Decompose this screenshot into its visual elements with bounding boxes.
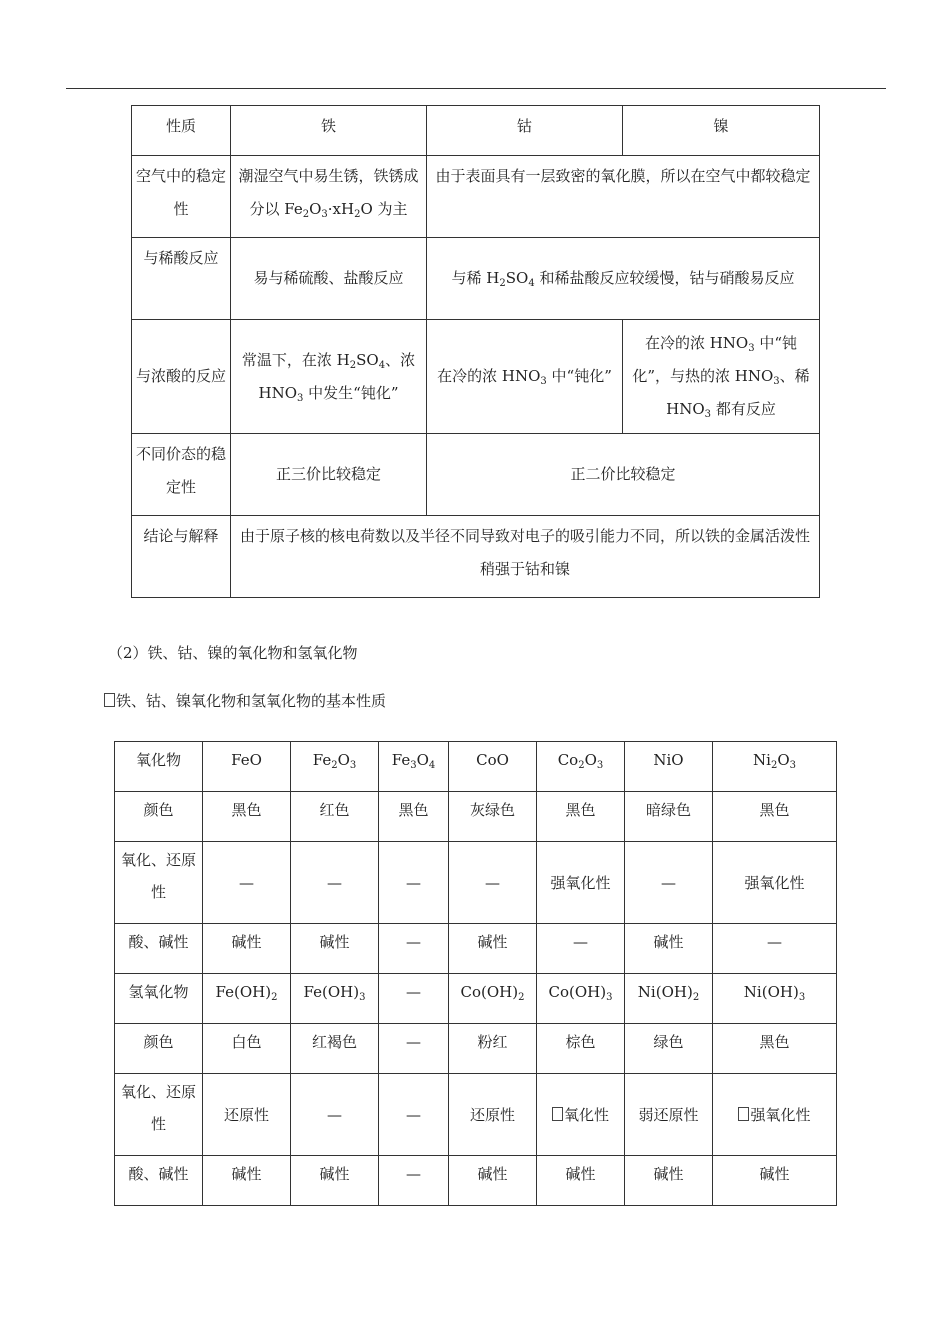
cell-fe2o3: $Fe_2O_3$ (291, 742, 379, 792)
cell: — (291, 842, 379, 924)
cell: 碱性 (713, 1156, 837, 1206)
cell: 黑色 (379, 792, 449, 842)
cell: 强氧化性 (537, 842, 625, 924)
cell-ni-oh-3: $Ni(OH)_3$ (713, 974, 837, 1024)
cell: — (379, 974, 449, 1024)
cell-co-oh-2: $Co(OH)_2$ (449, 974, 537, 1024)
cell: 还原性 (449, 1074, 537, 1156)
cell-cobalt-nickel: 正二价比较稳定 (427, 434, 820, 516)
metal-properties-table (131, 105, 820, 598)
header-iron: 铁 (231, 106, 427, 156)
table-row (132, 320, 820, 434)
row-label: 与稀酸反应 (132, 238, 231, 320)
cell: 粉红 (449, 1024, 537, 1074)
row-label: 空气中的稳定性 (132, 156, 231, 238)
cell: 黑色 (203, 792, 291, 842)
cell: 棕色 (537, 1024, 625, 1074)
cell: 暗绿色 (625, 792, 713, 842)
cell-nickel: 在冷的浓 $HNO_3$ 中“钝化”，与热的浓 $HNO_3$、稀 $HNO_3$ 都有反应 (623, 320, 820, 434)
cell-cobalt-nickel: 由于表面具有一层致密的氧化膜，所以在空气中都较稳定 (427, 156, 820, 238)
cell-fe-oh-2: $Fe(OH)_2$ (203, 974, 291, 1024)
subsection-title: 铁、钴、镍氧化物和氢氧化物的基本性质 (104, 690, 386, 711)
cell: 氧化性 (537, 1074, 625, 1156)
cell: 绿色 (625, 1024, 713, 1074)
row-label: 不同价态的稳定性 (132, 434, 231, 516)
table-row (132, 106, 820, 156)
cell: — (625, 842, 713, 924)
cell: 碱性 (291, 1156, 379, 1206)
cell: 碱性 (449, 1156, 537, 1206)
cell-cobalt: 在冷的浓 $HNO_3$ 中“钝化” (427, 320, 623, 434)
cell-fe3o4: $Fe_3O_4$ (379, 742, 449, 792)
cell: — (203, 842, 291, 924)
cell: 黑色 (537, 792, 625, 842)
header-property: 性质 (132, 106, 231, 156)
bullet-box-icon (104, 693, 115, 707)
cell: 弱还原性 (625, 1074, 713, 1156)
cell: 碱性 (203, 924, 291, 974)
cell: 黑色 (713, 1024, 837, 1074)
oxides-hydroxides-table (114, 741, 837, 1206)
cell: — (449, 842, 537, 924)
row-label: 氧化、还原性 (115, 1074, 203, 1156)
cell-feo: FeO (203, 742, 291, 792)
cell-fe-oh-3: $Fe(OH)_3$ (291, 974, 379, 1024)
table-row (115, 1074, 837, 1156)
header-nickel: 镍 (623, 106, 820, 156)
cell: — (379, 1074, 449, 1156)
cell: 强氧化性 (713, 1074, 837, 1156)
cell: 灰绿色 (449, 792, 537, 842)
section-title: （2）铁、钴、镍的氧化物和氢氧化物 (108, 644, 358, 662)
cell-iron: 正三价比较稳定 (231, 434, 427, 516)
table-row (115, 792, 837, 842)
cell: 红色 (291, 792, 379, 842)
row-label: 氧化物 (115, 742, 203, 792)
cell-nio: NiO (625, 742, 713, 792)
header-cobalt: 钴 (427, 106, 623, 156)
cell-ni2o3: $Ni_2O_3$ (713, 742, 837, 792)
row-label: 氢氧化物 (115, 974, 203, 1024)
cell: 碱性 (625, 1156, 713, 1206)
cell: 碱性 (291, 924, 379, 974)
cell: 碱性 (625, 924, 713, 974)
cell: 碱性 (203, 1156, 291, 1206)
cell-co-oh-3: $Co(OH)_3$ (537, 974, 625, 1024)
cell: — (291, 1074, 379, 1156)
table-row (115, 1024, 837, 1074)
table-row (115, 742, 837, 792)
cell-coo: CoO (449, 742, 537, 792)
cell: 红褐色 (291, 1024, 379, 1074)
cell: — (379, 842, 449, 924)
table-row (132, 434, 820, 516)
cell-iron: 易与稀硫酸、盐酸反应 (231, 238, 427, 320)
cell-iron: 常温下，在浓 $H_2SO_4$、浓 $HNO_3$ 中发生“钝化” (231, 320, 427, 434)
table-row (115, 842, 837, 924)
cell: 碱性 (537, 1156, 625, 1206)
cell: 白色 (203, 1024, 291, 1074)
cell-conclusion: 由于原子核的核电荷数以及半径不同导致对电子的吸引能力不同，所以铁的金属活泼性稍强于钴和镍 (231, 516, 820, 598)
cell: — (379, 924, 449, 974)
header-rule (66, 88, 886, 89)
cell: 强氧化性 (713, 842, 837, 924)
table-row (115, 974, 837, 1024)
cell: — (379, 1156, 449, 1206)
row-label: 酸、碱性 (115, 924, 203, 974)
cell: — (537, 924, 625, 974)
table-row (132, 238, 820, 320)
cell: 碱性 (449, 924, 537, 974)
table-row (132, 156, 820, 238)
glyph-box-icon (738, 1107, 749, 1121)
cell: 还原性 (203, 1074, 291, 1156)
row-label: 结论与解释 (132, 516, 231, 598)
cell: — (713, 924, 837, 974)
cell-co2o3: $Co_2O_3$ (537, 742, 625, 792)
cell-iron: 潮湿空气中易生锈，铁锈成分以 $Fe_2O_3\cdot xH_2O$ 为主 (231, 156, 427, 238)
cell: 黑色 (713, 792, 837, 842)
table-row (132, 516, 820, 598)
cell-cobalt-nickel: 与稀 $H_2SO_4$ 和稀盐酸反应较缓慢，钴与硝酸易反应 (427, 238, 820, 320)
row-label: 颜色 (115, 1024, 203, 1074)
row-label: 与浓酸的反应 (132, 320, 231, 434)
table-row (115, 1156, 837, 1206)
row-label: 酸、碱性 (115, 1156, 203, 1206)
row-label: 氧化、还原性 (115, 842, 203, 924)
cell-ni-oh-2: $Ni(OH)_2$ (625, 974, 713, 1024)
row-label: 颜色 (115, 792, 203, 842)
table-row (115, 924, 837, 974)
glyph-box-icon (552, 1107, 563, 1121)
cell: — (379, 1024, 449, 1074)
